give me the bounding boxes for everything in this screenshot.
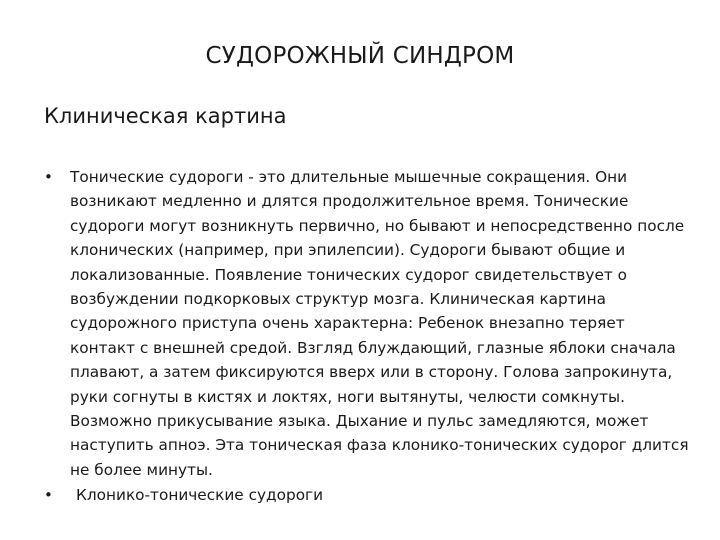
bullet-term: Тонические судороги (70, 168, 244, 186)
bullet-item-clonic-tonic (44, 483, 694, 507)
bullet-marker: • (44, 168, 53, 186)
bullet-item-tonic (44, 165, 694, 482)
bullet-text: - это длительные мышечные сокращения. Они возникают медленно и длятся продолжительное время. Тонические судороги могут возникнуть первично, но бывают и непосредственно после клонических (например, при эпилепсии). Судороги бывают общие и локализованные. Появление тонических судорог свидетельствует о возбуждении подкорковых структур мозга. Клиническая картина судорожного приступа очень характерна: Ребенок внезапно теряет контакт с внешней средой. Взгляд блуждающий, глазные яблоки сначала плавают, а затем фиксируются вверх или в сторону. Голова запрокинута, руки согнуты в кистях и локтях, ноги вытянуты, челюсти сомкнуты. Возможно прикусывание языка. Дыхание и пульс замедляются, может наступить апноэ. Эта тоническая фаза клонико-тонических судорог длится не более минуты. (70, 168, 689, 479)
bullet-marker: • (44, 486, 53, 505)
slide-title: СУДОРОЖНЫЙ СИНДРОМ (205, 43, 515, 69)
bullet-term: Клонико-тонические судороги (76, 486, 324, 505)
slide-subtitle: Клиническая картина (44, 104, 287, 128)
bullet-list (44, 165, 694, 508)
